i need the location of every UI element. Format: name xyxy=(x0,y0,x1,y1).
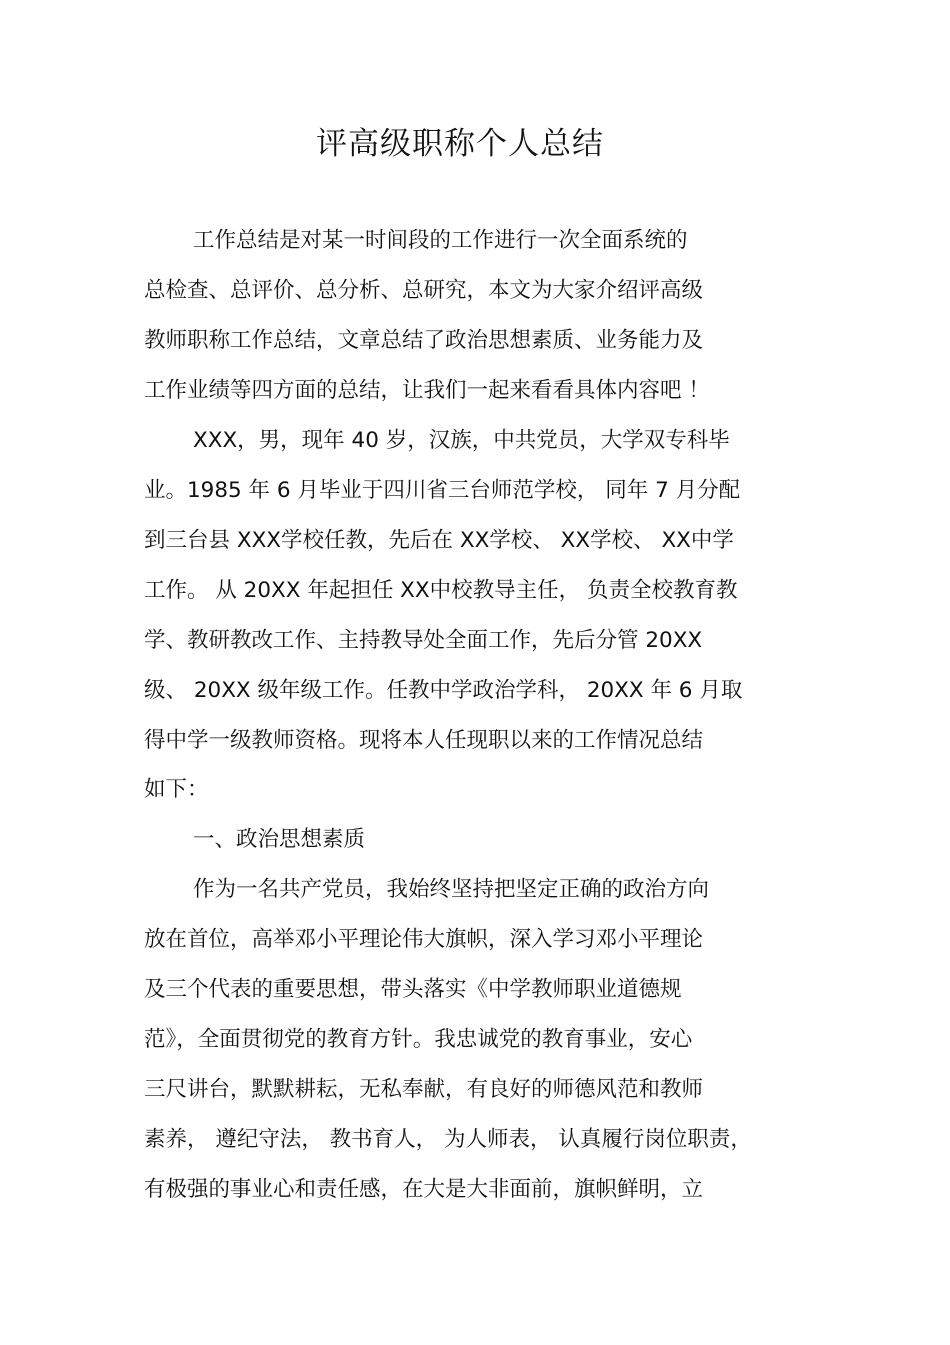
paragraph-line: 工作总结是对某一时间段的工作进行一次全面系统的 xyxy=(193,228,688,253)
paragraph-line: 有极强的事业心和责任感，在大是大非面前，旗帜鲜明，立 xyxy=(144,1177,704,1202)
paragraph-line: 范》，全面贯彻党的教育方针。我忠诚党的教育事业，安心 xyxy=(144,1027,693,1052)
section-heading: 一、政治思想素质 xyxy=(193,827,366,852)
paragraph-line: XXX，男，现年 40 岁，汉族，中共党员，大学双专科毕 xyxy=(193,428,730,453)
paragraph-line: 学、教研教改工作、主持教导处全面工作，先后分管 20XX xyxy=(144,628,703,653)
paragraph-line: 三尺讲台，默默耕耘，无私奉献，有良好的师德风范和教师 xyxy=(144,1077,704,1102)
paragraph-line: 得中学一级教师资格。现将本人任现职以来的工作情况总结 xyxy=(144,728,704,753)
paragraph-line: 业。1985 年 6 月毕业于四川省三台师范学校， 同年 7 月分配 xyxy=(144,478,741,503)
paragraph-line: 总检查、总评价、总分析、总研究，本文为大家介绍评高级 xyxy=(144,278,704,303)
paragraph-line: 教师职称工作总结，文章总结了政治思想素质、业务能力及 xyxy=(144,328,704,353)
paragraph-line: 级、 20XX 级年级工作。任教中学政治学科， 20XX 年 6 月取 xyxy=(144,678,743,703)
paragraph-line: 到三台县 XXX学校任教，先后在 XX学校、 XX学校、 XX中学 xyxy=(144,528,734,553)
paragraph-line: 素养， 遵纪守法， 教书育人， 为人师表， 认真履行岗位职责， xyxy=(144,1127,752,1152)
paragraph-line: 工作。 从 20XX 年起担任 XX中校教导主任， 负责全校教育教 xyxy=(144,578,738,603)
paragraph-line: 作为一名共产党员，我始终坚持把坚定正确的政治方向 xyxy=(193,877,710,902)
paragraph-line: 如下： xyxy=(144,777,209,802)
document-title: 评高级职称个人总结 xyxy=(316,126,604,162)
paragraph-line: 及三个代表的重要思想，带头落实《中学教师职业道德规 xyxy=(144,977,682,1002)
paragraph-line: 工作业绩等四方面的总结，让我们一起来看看具体内容吧 ！ xyxy=(144,378,710,403)
paragraph-line: 放在首位，高举邓小平理论伟大旗帜，深入学习邓小平理论 xyxy=(144,927,704,952)
